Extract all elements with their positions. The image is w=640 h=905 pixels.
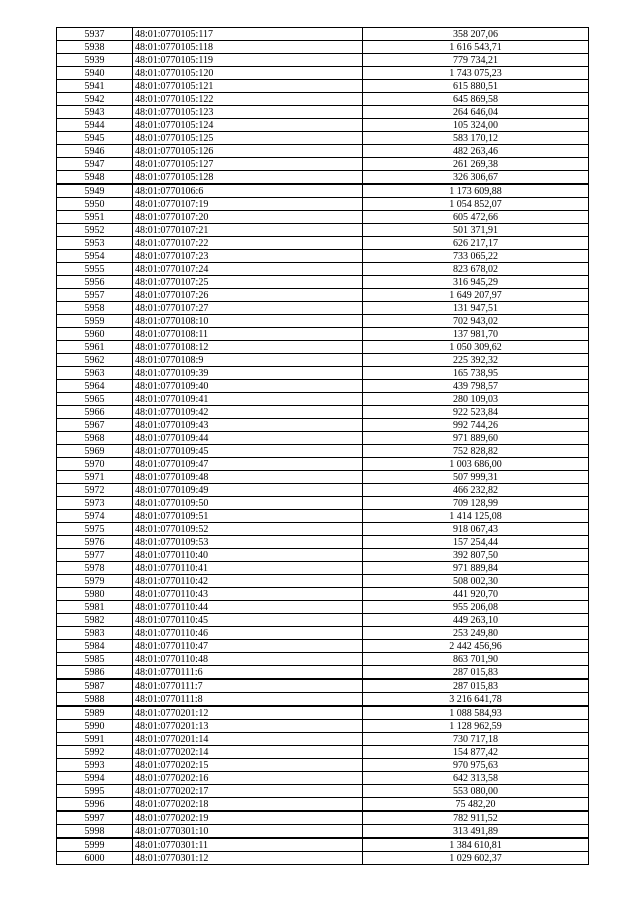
row-number-cell: 5941 <box>57 80 133 93</box>
cadastral-value-cell: 131 947,51 <box>363 302 589 315</box>
cadastral-number-cell: 48:01:0770105:126 <box>133 145 363 158</box>
row-number-cell: 5977 <box>57 549 133 562</box>
cadastral-number-cell: 48:01:0770202:16 <box>133 772 363 785</box>
table-row <box>57 432 589 445</box>
cadastral-value-cell: 1 616 543,71 <box>363 41 589 54</box>
cadastral-value-cell: 3 216 641,78 <box>363 693 589 707</box>
table-row <box>57 28 589 41</box>
table-row <box>57 497 589 510</box>
table-row <box>57 250 589 263</box>
table-row <box>57 315 589 328</box>
cadastral-value-cell: 1 088 584,93 <box>363 706 589 720</box>
cadastral-number-cell: 48:01:0770111:8 <box>133 693 363 707</box>
cadastral-number-cell: 48:01:0770105:128 <box>133 171 363 185</box>
cadastral-value-cell: 287 015,83 <box>363 666 589 680</box>
cadastral-number-cell: 48:01:0770105:117 <box>133 28 363 41</box>
table-row <box>57 419 589 432</box>
cadastral-value-cell: 261 269,38 <box>363 158 589 171</box>
row-number-cell: 5958 <box>57 302 133 315</box>
table-row <box>57 302 589 315</box>
cadastral-number-cell: 48:01:0770109:41 <box>133 393 363 406</box>
cadastral-number-cell: 48:01:0770202:18 <box>133 798 363 812</box>
cadastral-value-cell: 508 002,30 <box>363 575 589 588</box>
cadastral-value-cell: 702 943,02 <box>363 315 589 328</box>
cadastral-value-cell: 1 173 609,88 <box>363 184 589 198</box>
row-number-cell: 5937 <box>57 28 133 41</box>
cadastral-value-cell: 165 738,95 <box>363 367 589 380</box>
row-number-cell: 5938 <box>57 41 133 54</box>
row-number-cell: 5982 <box>57 614 133 627</box>
cadastral-number-cell: 48:01:0770109:47 <box>133 458 363 471</box>
cadastral-number-cell: 48:01:0770201:12 <box>133 706 363 720</box>
cadastral-value-cell: 779 734,21 <box>363 54 589 67</box>
row-number-cell: 5994 <box>57 772 133 785</box>
cadastral-number-cell: 48:01:0770107:19 <box>133 198 363 211</box>
cadastral-number-cell: 48:01:0770107:23 <box>133 250 363 263</box>
cadastral-number-cell: 48:01:0770202:17 <box>133 785 363 798</box>
table-row <box>57 198 589 211</box>
table-row <box>57 798 589 812</box>
cadastral-value-cell: 733 065,22 <box>363 250 589 263</box>
cadastral-value-cell: 1 649 207,97 <box>363 289 589 302</box>
cadastral-value-table <box>56 27 589 865</box>
table-row <box>57 67 589 80</box>
row-number-cell: 5976 <box>57 536 133 549</box>
cadastral-number-cell: 48:01:0770107:22 <box>133 237 363 250</box>
row-number-cell: 5985 <box>57 653 133 666</box>
table-row <box>57 614 589 627</box>
cadastral-value-cell: 287 015,83 <box>363 679 589 693</box>
cadastral-number-cell: 48:01:0770110:45 <box>133 614 363 627</box>
cadastral-value-cell: 971 889,84 <box>363 562 589 575</box>
table-row <box>57 445 589 458</box>
cadastral-value-cell: 358 207,06 <box>363 28 589 41</box>
table-row <box>57 785 589 798</box>
table-row <box>57 132 589 145</box>
cadastral-number-cell: 48:01:0770107:26 <box>133 289 363 302</box>
cadastral-number-cell: 48:01:0770202:15 <box>133 759 363 772</box>
cadastral-value-cell: 1 414 125,08 <box>363 510 589 523</box>
table-row <box>57 759 589 772</box>
cadastral-value-cell: 441 920,70 <box>363 588 589 601</box>
row-number-cell: 5996 <box>57 798 133 812</box>
cadastral-number-cell: 48:01:0770105:120 <box>133 67 363 80</box>
cadastral-number-cell: 48:01:0770105:125 <box>133 132 363 145</box>
row-number-cell: 5991 <box>57 733 133 746</box>
cadastral-value-cell: 645 869,58 <box>363 93 589 106</box>
table-row <box>57 811 589 825</box>
cadastral-number-cell: 48:01:0770106:6 <box>133 184 363 198</box>
table-row <box>57 171 589 185</box>
cadastral-number-cell: 48:01:0770107:20 <box>133 211 363 224</box>
row-number-cell: 5950 <box>57 198 133 211</box>
row-number-cell: 5970 <box>57 458 133 471</box>
cadastral-value-cell: 316 945,29 <box>363 276 589 289</box>
table-row <box>57 852 589 865</box>
cadastral-value-cell: 642 313,58 <box>363 772 589 785</box>
cadastral-number-cell: 48:01:0770109:49 <box>133 484 363 497</box>
cadastral-value-cell: 313 491,89 <box>363 825 589 839</box>
row-number-cell: 5972 <box>57 484 133 497</box>
cadastral-value-cell: 730 717,18 <box>363 733 589 746</box>
table-row <box>57 510 589 523</box>
cadastral-number-cell: 48:01:0770111:6 <box>133 666 363 680</box>
cadastral-value-cell: 105 324,00 <box>363 119 589 132</box>
cadastral-number-cell: 48:01:0770110:42 <box>133 575 363 588</box>
cadastral-value-cell: 253 249,80 <box>363 627 589 640</box>
table-row <box>57 406 589 419</box>
cadastral-number-cell: 48:01:0770110:46 <box>133 627 363 640</box>
row-number-cell: 5974 <box>57 510 133 523</box>
cadastral-value-cell: 922 523,84 <box>363 406 589 419</box>
table-row <box>57 54 589 67</box>
row-number-cell: 5956 <box>57 276 133 289</box>
cadastral-number-cell: 48:01:0770107:24 <box>133 263 363 276</box>
table-row <box>57 367 589 380</box>
table-row <box>57 328 589 341</box>
row-number-cell: 5983 <box>57 627 133 640</box>
row-number-cell: 5965 <box>57 393 133 406</box>
cadastral-value-cell: 225 392,32 <box>363 354 589 367</box>
cadastral-value-cell: 583 170,12 <box>363 132 589 145</box>
cadastral-number-cell: 48:01:0770109:39 <box>133 367 363 380</box>
table-row <box>57 562 589 575</box>
row-number-cell: 5953 <box>57 237 133 250</box>
row-number-cell: 5968 <box>57 432 133 445</box>
cadastral-value-cell: 326 306,67 <box>363 171 589 185</box>
table-row <box>57 549 589 562</box>
cadastral-number-cell: 48:01:0770108:9 <box>133 354 363 367</box>
row-number-cell: 5940 <box>57 67 133 80</box>
cadastral-number-cell: 48:01:0770301:12 <box>133 852 363 865</box>
row-number-cell: 5992 <box>57 746 133 759</box>
table-row <box>57 601 589 614</box>
cadastral-value-cell: 605 472,66 <box>363 211 589 224</box>
row-number-cell: 5986 <box>57 666 133 680</box>
row-number-cell: 5959 <box>57 315 133 328</box>
row-number-cell: 5967 <box>57 419 133 432</box>
row-number-cell: 5954 <box>57 250 133 263</box>
row-number-cell: 5989 <box>57 706 133 720</box>
cadastral-number-cell: 48:01:0770109:43 <box>133 419 363 432</box>
row-number-cell: 5980 <box>57 588 133 601</box>
cadastral-number-cell: 48:01:0770110:47 <box>133 640 363 653</box>
cadastral-value-cell: 1 003 686,00 <box>363 458 589 471</box>
table-row <box>57 772 589 785</box>
row-number-cell: 5947 <box>57 158 133 171</box>
table-row <box>57 145 589 158</box>
table-body <box>57 28 589 865</box>
cadastral-number-cell: 48:01:0770109:44 <box>133 432 363 445</box>
cadastral-number-cell: 48:01:0770301:11 <box>133 838 363 852</box>
row-number-cell: 5995 <box>57 785 133 798</box>
row-number-cell: 5998 <box>57 825 133 839</box>
cadastral-value-cell: 709 128,99 <box>363 497 589 510</box>
cadastral-value-cell: 863 701,90 <box>363 653 589 666</box>
row-number-cell: 5948 <box>57 171 133 185</box>
table-row <box>57 825 589 839</box>
row-number-cell: 5999 <box>57 838 133 852</box>
table-row <box>57 471 589 484</box>
cadastral-number-cell: 48:01:0770109:51 <box>133 510 363 523</box>
table-row <box>57 653 589 666</box>
row-number-cell: 5951 <box>57 211 133 224</box>
row-number-cell: 5945 <box>57 132 133 145</box>
cadastral-number-cell: 48:01:0770110:40 <box>133 549 363 562</box>
cadastral-number-cell: 48:01:0770109:52 <box>133 523 363 536</box>
row-number-cell: 5975 <box>57 523 133 536</box>
row-number-cell: 5981 <box>57 601 133 614</box>
cadastral-number-cell: 48:01:0770301:10 <box>133 825 363 839</box>
cadastral-value-cell: 482 263,46 <box>363 145 589 158</box>
cadastral-value-cell: 1 054 852,07 <box>363 198 589 211</box>
row-number-cell: 5962 <box>57 354 133 367</box>
cadastral-number-cell: 48:01:0770105:123 <box>133 106 363 119</box>
row-number-cell: 5969 <box>57 445 133 458</box>
row-number-cell: 5988 <box>57 693 133 707</box>
cadastral-value-cell: 137 981,70 <box>363 328 589 341</box>
row-number-cell: 5997 <box>57 811 133 825</box>
cadastral-number-cell: 48:01:0770109:42 <box>133 406 363 419</box>
cadastral-value-cell: 264 646,04 <box>363 106 589 119</box>
table-row <box>57 693 589 707</box>
row-number-cell: 5960 <box>57 328 133 341</box>
table-row <box>57 640 589 653</box>
row-number-cell: 5949 <box>57 184 133 198</box>
cadastral-number-cell: 48:01:0770201:14 <box>133 733 363 746</box>
cadastral-number-cell: 48:01:0770105:121 <box>133 80 363 93</box>
row-number-cell: 5963 <box>57 367 133 380</box>
table-row <box>57 679 589 693</box>
cadastral-value-cell: 392 807,50 <box>363 549 589 562</box>
cadastral-number-cell: 48:01:0770202:14 <box>133 746 363 759</box>
row-number-cell: 5955 <box>57 263 133 276</box>
cadastral-number-cell: 48:01:0770105:122 <box>133 93 363 106</box>
row-number-cell: 5978 <box>57 562 133 575</box>
table-row <box>57 41 589 54</box>
cadastral-value-cell: 2 442 456,96 <box>363 640 589 653</box>
table-row <box>57 746 589 759</box>
cadastral-value-cell: 466 232,82 <box>363 484 589 497</box>
table-row <box>57 838 589 852</box>
cadastral-value-cell: 439 798,57 <box>363 380 589 393</box>
row-number-cell: 5961 <box>57 341 133 354</box>
row-number-cell: 5973 <box>57 497 133 510</box>
table-row <box>57 80 589 93</box>
table-row <box>57 119 589 132</box>
table-row <box>57 237 589 250</box>
row-number-cell: 6000 <box>57 852 133 865</box>
row-number-cell: 5964 <box>57 380 133 393</box>
cadastral-number-cell: 48:01:0770108:12 <box>133 341 363 354</box>
table-row <box>57 536 589 549</box>
cadastral-value-cell: 553 080,00 <box>363 785 589 798</box>
cadastral-number-cell: 48:01:0770201:13 <box>133 720 363 733</box>
table-row <box>57 184 589 198</box>
cadastral-number-cell: 48:01:0770109:53 <box>133 536 363 549</box>
cadastral-number-cell: 48:01:0770108:10 <box>133 315 363 328</box>
table-row <box>57 733 589 746</box>
table-row <box>57 720 589 733</box>
table-row <box>57 706 589 720</box>
row-number-cell: 5952 <box>57 224 133 237</box>
cadastral-number-cell: 48:01:0770108:11 <box>133 328 363 341</box>
cadastral-value-cell: 782 911,52 <box>363 811 589 825</box>
cadastral-value-cell: 626 217,17 <box>363 237 589 250</box>
table-row <box>57 458 589 471</box>
cadastral-value-cell: 1 384 610,81 <box>363 838 589 852</box>
cadastral-number-cell: 48:01:0770109:40 <box>133 380 363 393</box>
cadastral-number-cell: 48:01:0770105:118 <box>133 41 363 54</box>
table-row <box>57 341 589 354</box>
cadastral-number-cell: 48:01:0770107:21 <box>133 224 363 237</box>
cadastral-value-cell: 1 029 602,37 <box>363 852 589 865</box>
cadastral-value-cell: 615 880,51 <box>363 80 589 93</box>
cadastral-value-cell: 154 877,42 <box>363 746 589 759</box>
row-number-cell: 5987 <box>57 679 133 693</box>
table-row <box>57 575 589 588</box>
cadastral-number-cell: 48:01:0770110:41 <box>133 562 363 575</box>
row-number-cell: 5946 <box>57 145 133 158</box>
cadastral-value-cell: 823 678,02 <box>363 263 589 276</box>
row-number-cell: 5990 <box>57 720 133 733</box>
cadastral-number-cell: 48:01:0770107:27 <box>133 302 363 315</box>
row-number-cell: 5971 <box>57 471 133 484</box>
row-number-cell: 5943 <box>57 106 133 119</box>
cadastral-number-cell: 48:01:0770105:127 <box>133 158 363 171</box>
table-row <box>57 393 589 406</box>
cadastral-value-cell: 507 999,31 <box>363 471 589 484</box>
table-row <box>57 666 589 680</box>
cadastral-number-cell: 48:01:0770109:50 <box>133 497 363 510</box>
row-number-cell: 5939 <box>57 54 133 67</box>
cadastral-number-cell: 48:01:0770110:44 <box>133 601 363 614</box>
cadastral-number-cell: 48:01:0770109:45 <box>133 445 363 458</box>
cadastral-number-cell: 48:01:0770109:48 <box>133 471 363 484</box>
row-number-cell: 5966 <box>57 406 133 419</box>
table-row <box>57 627 589 640</box>
cadastral-number-cell: 48:01:0770202:19 <box>133 811 363 825</box>
cadastral-number-cell: 48:01:0770107:25 <box>133 276 363 289</box>
table-row <box>57 93 589 106</box>
table-row <box>57 276 589 289</box>
cadastral-value-cell: 75 482,20 <box>363 798 589 812</box>
table-row <box>57 354 589 367</box>
row-number-cell: 5993 <box>57 759 133 772</box>
table-row <box>57 289 589 302</box>
row-number-cell: 5944 <box>57 119 133 132</box>
table-row <box>57 263 589 276</box>
table-row <box>57 523 589 536</box>
row-number-cell: 5979 <box>57 575 133 588</box>
table-row <box>57 106 589 119</box>
table-row <box>57 380 589 393</box>
table-row <box>57 224 589 237</box>
cadastral-value-cell: 752 828,82 <box>363 445 589 458</box>
cadastral-value-cell: 970 975,63 <box>363 759 589 772</box>
cadastral-number-cell: 48:01:0770110:43 <box>133 588 363 601</box>
cadastral-value-cell: 157 254,44 <box>363 536 589 549</box>
cadastral-value-cell: 955 206,08 <box>363 601 589 614</box>
table-row <box>57 484 589 497</box>
table-row <box>57 158 589 171</box>
row-number-cell: 5957 <box>57 289 133 302</box>
row-number-cell: 5942 <box>57 93 133 106</box>
cadastral-value-cell: 1 050 309,62 <box>363 341 589 354</box>
cadastral-value-cell: 918 067,43 <box>363 523 589 536</box>
cadastral-value-cell: 1 743 075,23 <box>363 67 589 80</box>
cadastral-number-cell: 48:01:0770111:7 <box>133 679 363 693</box>
cadastral-number-cell: 48:01:0770105:124 <box>133 119 363 132</box>
cadastral-value-cell: 1 128 962,59 <box>363 720 589 733</box>
cadastral-value-cell: 280 109,03 <box>363 393 589 406</box>
row-number-cell: 5984 <box>57 640 133 653</box>
cadastral-value-cell: 501 371,91 <box>363 224 589 237</box>
cadastral-value-cell: 992 744,26 <box>363 419 589 432</box>
cadastral-number-cell: 48:01:0770105:119 <box>133 54 363 67</box>
cadastral-value-cell: 449 263,10 <box>363 614 589 627</box>
table-row <box>57 211 589 224</box>
cadastral-number-cell: 48:01:0770110:48 <box>133 653 363 666</box>
cadastral-value-cell: 971 889,60 <box>363 432 589 445</box>
table-row <box>57 588 589 601</box>
